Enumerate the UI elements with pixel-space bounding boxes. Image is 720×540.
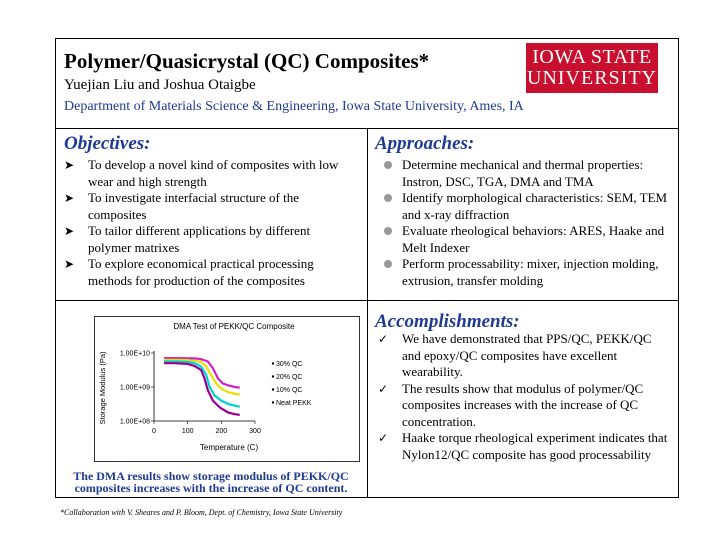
- list-item: Perform processability: mixer, injection molding, extrusion, transfer molding: [374, 256, 672, 289]
- y-tick-label: 1.00E+10: [119, 350, 150, 358]
- footnote: *Collaboration with V. Sheares and P. Bloom, Dept. of Chemistry, Iowa State University: [60, 508, 343, 517]
- dot-bullet-icon: [384, 161, 392, 169]
- legend-marker: [272, 362, 274, 364]
- dot-bullet-icon: [384, 227, 392, 235]
- chart-caption: The DMA results show storage modulus of PEKK/QC composites increases with the increase of QC content.: [73, 469, 349, 495]
- list-item: ➤ To investigate interfacial structure of the composites: [64, 190, 299, 222]
- department: Department of Materials Science & Engineering, Iowa State University, Ames, IA: [64, 99, 524, 114]
- university-logo: [526, 43, 658, 93]
- y-tick-label: 1.00E+09: [119, 384, 150, 392]
- accomplishments-heading: Accomplishments:: [375, 311, 520, 332]
- logo-line-1: IOWA STATE: [532, 46, 652, 68]
- list-item: ✓ The results show that modulus of polymer/QC composites increases with the increase of QC concentration.: [378, 380, 644, 429]
- x-tick-label: 200: [215, 428, 228, 435]
- x-tick-label: 100: [181, 428, 194, 435]
- chart-title: DMA Test of PEKK/QC Composite: [173, 322, 295, 331]
- authors: Yuejian Liu and Joshua Otaigbe: [64, 77, 256, 93]
- list-item: Identify morphological characteristics: SEM, TEM and x-ray diffraction: [374, 190, 672, 223]
- legend-marker: [272, 375, 274, 377]
- dma-chart: [94, 316, 360, 462]
- legend-entry: 30% QC: [276, 361, 303, 368]
- checkmark-icon: ✓: [378, 381, 389, 396]
- arrow-bullet-icon: ➤: [64, 191, 75, 205]
- logo-line-2: UNIVERSITY: [527, 67, 657, 89]
- list-item: Determine mechanical and thermal properties: Instron, DSC, TGA, DMA and TMA: [374, 157, 672, 190]
- legend-entry: 20% QC: [276, 374, 303, 381]
- list-item: ➤ To tailor different applications by different polymer matrixes: [64, 223, 311, 255]
- approaches-list: [374, 157, 672, 289]
- legend-entry: 10% QC: [276, 387, 303, 394]
- legend-marker: [272, 388, 274, 390]
- list-item: Evaluate rheological behaviors: ARES, Haake and Melt Indexer: [374, 223, 672, 256]
- checkmark-icon: ✓: [378, 332, 389, 346]
- y-axis-label: Storage Modulus (Pa): [98, 351, 107, 425]
- arrow-bullet-icon: ➤: [64, 257, 75, 271]
- accomplishments-list: [374, 331, 672, 463]
- list-item: ➤ To develop a novel kind of composites with low wear and high strength: [64, 157, 339, 189]
- x-tick-label: 0: [152, 428, 156, 435]
- x-axis-label: Temperature (C): [199, 443, 259, 452]
- approaches-heading: Approaches:: [375, 133, 475, 154]
- list-item: ➤ To explore economical practical processing methods for production of the composites: [64, 256, 314, 288]
- objectives-heading: Objectives:: [64, 133, 151, 154]
- divider: [367, 128, 368, 498]
- poster-title: Polymer/Quasicrystal (QC) Composites*: [64, 49, 430, 73]
- arrow-bullet-icon: ➤: [64, 224, 75, 238]
- legend-marker: [272, 401, 274, 403]
- dot-bullet-icon: [384, 194, 392, 202]
- arrow-bullet-icon: ➤: [64, 158, 75, 172]
- legend-entry: Neat PEKK: [276, 400, 312, 407]
- list-item: ✓ We have demonstrated that PPS/QC, PEKK/QC and epoxy/QC composites have excellent wearability.: [378, 331, 652, 379]
- dot-bullet-icon: [384, 260, 392, 268]
- checkmark-icon: ✓: [378, 431, 389, 445]
- x-tick-label: 300: [249, 428, 261, 435]
- list-item: ✓ Haake torque rheological experiment indicates that Nylon12/QC composite has good processability: [378, 430, 668, 462]
- objectives-list: [60, 157, 350, 289]
- y-tick-label: 1.00E+08: [119, 418, 150, 426]
- dma-chart-svg: [94, 316, 360, 462]
